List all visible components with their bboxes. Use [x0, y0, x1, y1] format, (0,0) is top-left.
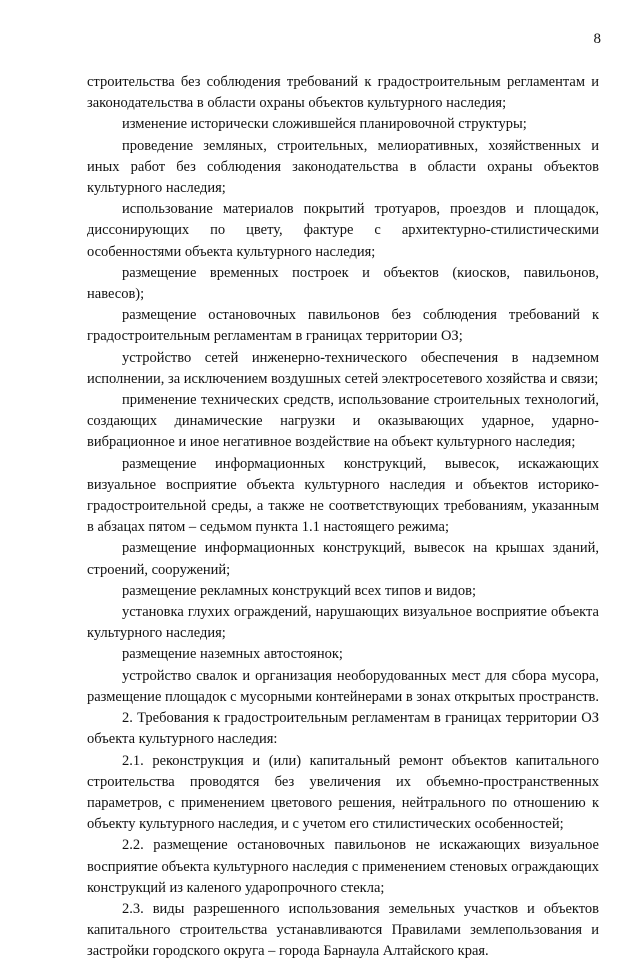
page-number: 8 [593, 31, 601, 47]
paragraph: размещение остановочных павильонов без соблюдения требований к градостроительным регламентам в границах территории ОЗ; [87, 307, 599, 345]
paragraph: размещение наземных автостоянок; [122, 646, 343, 663]
paragraph: размещение рекламных конструкций всех типов и видов; [122, 582, 477, 599]
paragraph: устройство свалок и организация необорудованных мест для сбора мусора, размещение площадок с мусорными контейнерами в зонах открытых пространств. [87, 667, 600, 705]
document-body [87, 72, 599, 963]
clause-2-2: 2.2. размещение остановочных павильонов не искажающих визуальное восприятие объекта культурного наследия с применением стеновых ограждающих конструкций из каленого ударопрочного стекла; [87, 837, 599, 896]
paragraph: проведение земляных, строительных, мелиоративных, хозяйственных и иных работ без соблюдения законодательства в области охраны объектов культурного наследия; [87, 137, 599, 197]
paragraph: изменение исторически сложившейся планировочной структуры; [122, 116, 527, 133]
paragraph: размещение информационных конструкций, вывесок на крышах зданий, строений, сооружений; [87, 540, 599, 578]
paragraph: устройство сетей инженерно-технического обеспечения в надземном исполнении, за исключением воздушных сетей электросетевого хозяйства и связи; [87, 349, 599, 387]
paragraph: размещение информационных конструкций, вывесок, искажающих визуальное восприятие объекта культурного наследия и объектов историко-градостроительной среды, а также не соответствующих требованиям, указанным в абзацах пятом – седьмом пункта 1.1 настоящего режима; [87, 455, 599, 536]
paragraph: установка глухих ограждений, нарушающих визуальное восприятие объекта культурного наследия; [87, 604, 599, 642]
paragraph: применение технических средств, использование строительных технологий, создающих динамические нагрузки и оказывающих ударное, ударно-вибрационное и иное негативное воздействие на объект культурного наследия; [87, 392, 599, 451]
paragraph: размещение временных построек и объектов (киосков, павильонов, навесов); [87, 264, 599, 303]
clause-2-1: 2.1. реконструкция и (или) капитальный ремонт объектов капитального строительства проводятся без увеличения их объемно-пространственных параметров, с применением цветового решения, нейтрального по отношению к объекту культурного наследия, и с учетом его стилистических особенностей; [87, 752, 599, 833]
clause-2-3: 2.3. виды разрешенного использования земельных участков и объектов капитального строительства устанавливаются Правилами землепользования и застройки городского округа – города Барнаула Алтайского края. [87, 900, 599, 960]
paragraph-continuation: строительства без соблюдения требований к градостроительным регламентам и законодательства в области охраны объектов культурного наследия; [87, 74, 599, 112]
paragraph: использование материалов покрытий тротуаров, проездов и площадок, диссонирующих по цвету, фактуре с архитектурно-стилистическими особенностями объекта культурного наследия; [87, 201, 599, 260]
section-heading-2: 2. Требования к градостроительным регламентам в границах территории ОЗ объекта культурного наследия: [87, 710, 599, 748]
